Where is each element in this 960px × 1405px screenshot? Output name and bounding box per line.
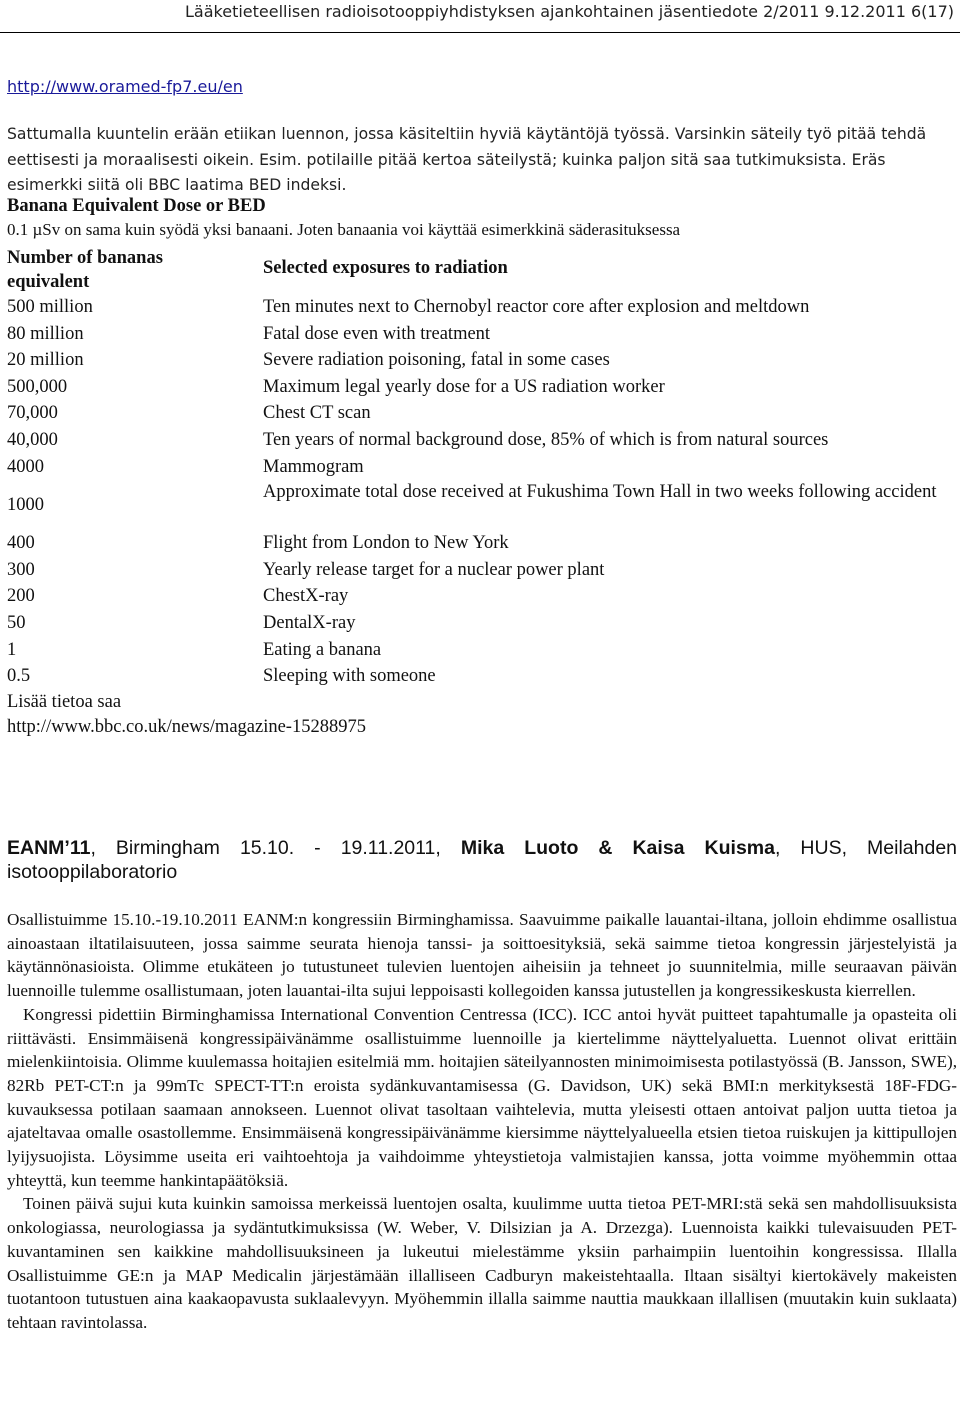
table-row [7, 637, 957, 664]
exposure-cell: Flight from London to New York [263, 533, 509, 554]
report-paragraph-1: Osallistuimme 15.10.-19.10.2011 EANM:n kongressiin Birminghamissa. Saavuimme paikalle lauantai-iltana, jolloin ehdimme osallistua ainoastaan iltatilaisuuteen, jossa saimme seurata hienoja tanssi- ja soittoesityksiä, sekä saimme tietoa kongressin järjestelyistä ja käytännönasioista. Olimme etukäteen jo tutustuneet tulevien luentojen aiheisiin ja tehneet jo suunnitelmia, mille seuraavan päivän luennoille tulemme osallistumaan, joten lauantai-ilta sujui leppoisasti kollegoiden kanssa jutustellen ja kongressikeskusta kierrellen. [7, 910, 957, 1001]
exposure-cell: ChestX-ray [263, 586, 349, 607]
exposure-cell: Maximum legal yearly dose for a US radiation worker [263, 376, 665, 397]
banana-amount-cell: 300 [7, 559, 35, 580]
event-details: , Birmingham 15.10. - 19.11.2011, [90, 837, 461, 859]
table-row [7, 583, 957, 610]
table-row [7, 294, 957, 321]
banana-amount-cell: 500 million [7, 297, 93, 317]
exposure-cell: Sleeping with someone [263, 666, 436, 687]
more-info-label: Lisää tietoa saa [7, 692, 122, 712]
exposure-cell: Chest CT scan [263, 403, 371, 424]
table-row [7, 557, 957, 584]
bed-title: Banana Equivalent Dose or BED [7, 196, 266, 216]
header-divider [0, 32, 960, 33]
page-header: Lääketieteellisen radioisotooppiyhdistyksen ajankohtainen jäsentiedote 2/2011 9.12.2011 6(17) [185, 2, 954, 21]
event-name: EANM’11 [7, 837, 91, 859]
exposure-cell: Approximate total dose received at Fukushima Town Hall in two weeks following accident [263, 482, 937, 503]
table-row [7, 530, 957, 557]
report-paragraph-2: Kongressi pidettiin Birminghamissa International Convention Centressa (ICC). ICC antoi hyvät puitteet tapahtumalle ja opasteita oli riittävästi. Ensimmäisenä kongressipäivänämme osallistuimme luennoille ja kiertelimme näyttelyaluetta. Luennot olivat erittäin mielenkiintoisia. Olimme kuulemassa hoitajien esitelmiä mm. hoitajien säteilyannosten minimoimisesta potilastyössä (B. Jansson, SWE), 82Rb PET-CT:n ja 99mTc SPECT-TT:n eroista sydänkuvantamisessa (G. Davidson, UK) sekä BMI:n merkityksestä 18F-FDG-kuvauksessa potilaan saamaan annokseen. Luennot olivat tasoltaan vaihtelevia, mutta yleisesti ottaen antoivat paljon uutta tietoa ja ajateltavaa omalle osastollemme. Ensimmäisenä kongressipäivänämme kiersimme näyttelyalueella etsien tietoa ruiskujen ja kittipullojen lyijysuojista. Löysimme useita eri vaihtoehtoja ja vaihdoimme yhteystietoja valmistajien kanssa, jotta voimme myöhemmin ottaa yhteyttä, kun teemme hankintapäätöksiä. [7, 1004, 957, 1190]
exposure-cell: Eating a banana [263, 639, 382, 660]
table-row [7, 610, 957, 637]
conference-heading [7, 836, 957, 884]
banana-amount-cell: 4000 [7, 456, 44, 477]
column-header-exposures: Selected exposures to radiation [263, 258, 508, 278]
banana-amount-cell: 200 [7, 586, 35, 607]
event-affiliation: , HUS, Meilahden isotooppilaboratorio [7, 837, 958, 883]
exposure-cell: Severe radiation poisoning, fatal in some cases [263, 350, 610, 371]
banana-amount-cell: 20 million [7, 350, 84, 371]
table-row [7, 374, 957, 401]
table-row [7, 347, 957, 374]
exposure-cell: DentalX-ray [263, 612, 356, 633]
table-row [7, 427, 957, 454]
table-body [7, 294, 957, 690]
table-row [7, 480, 957, 530]
table-row [7, 454, 957, 481]
banana-amount-cell: 80 million [7, 323, 84, 344]
intro-paragraph: Sattumalla kuuntelin erään etiikan luennon, jossa käsiteltiin hyviä käytäntöjä työssä. Varsinkin säteily työ pitää tehdä eettisesti ja moraalisesti oikein. Esim. potilaille pitää kertoa säteilystä; kuinka paljon sitä saa tutkimuksista. Eräs esimerkki siitä oli BBC laatima BED indeksi. [7, 125, 927, 194]
table-row [7, 400, 957, 427]
banana-amount-cell: 0.5 [7, 666, 31, 687]
bed-note: 0.1 µSv on sama kuin syödä yksi banaani. Joten banaania voi käyttää esimerkkinä säderasituksessa [7, 220, 681, 239]
banana-amount-cell: 70,000 [7, 403, 58, 424]
table-header-row [7, 246, 957, 294]
table-row [7, 663, 957, 690]
oramed-link[interactable]: http://www.oramed-fp7.eu/en [7, 77, 243, 96]
exposure-cell: Mammogram [263, 456, 364, 477]
report-paragraph-3: Toinen päivä sujui kuta kuinkin samoissa merkeissä luentojen osalta, kuulimme uutta tietoa PET-MRI:stä sekä sen mahdollisuuksista onkologiassa, neurologiassa ja sydäntutkimuksissa (W. Weber, V. Dilsizian ja A. Drzezga). Luennoista kaikki tulevaisuuden PET-kuvantaminen sen kaikkine mahdollisuuksineen ja lukeutui mielestämme yksiin parhaimpiin luentoihin kongressissa. Illalla Osallistuimme GE:n ja MAP Medicalin järjestämään illalliseen Cadburyn makeistehtaalla. Iltaan sisältyi kiertokävely makeisten tuotantoon tutustuen aina kaakaopavusta suklaalevyyn. Myöhemmin illalla saimme nauttia maukkaan illallisen (muutakin kuin suklaata) tehtaan ravintolassa. [7, 1194, 957, 1332]
more-info [7, 690, 366, 739]
exposure-cell: Yearly release target for a nuclear power plant [263, 559, 605, 580]
banana-amount-cell: 40,000 [7, 429, 58, 450]
exposure-cell: Ten years of normal background dose, 85% of which is from natural sources [263, 429, 829, 450]
event-authors: Mika Luoto & Kaisa Kuisma [460, 837, 775, 859]
banana-dose-table [7, 246, 957, 690]
exposure-cell: Fatal dose even with treatment [263, 323, 491, 344]
banana-amount-cell: 400 [7, 533, 35, 554]
banana-amount-cell: 1000 [7, 495, 44, 516]
banana-amount-cell: 1 [7, 639, 17, 660]
column-header-bananas: Number of bananas equivalent [7, 248, 163, 292]
table-row [7, 321, 957, 348]
banana-amount-cell: 500,000 [7, 376, 68, 397]
exposure-cell: Ten minutes next to Chernobyl reactor core after explosion and meltdown [263, 297, 810, 317]
bbc-link[interactable]: http://www.bbc.co.uk/news/magazine-15288975 [7, 716, 366, 737]
intro-section [7, 122, 957, 199]
report-body [7, 908, 957, 1335]
banana-amount-cell: 50 [7, 612, 26, 633]
